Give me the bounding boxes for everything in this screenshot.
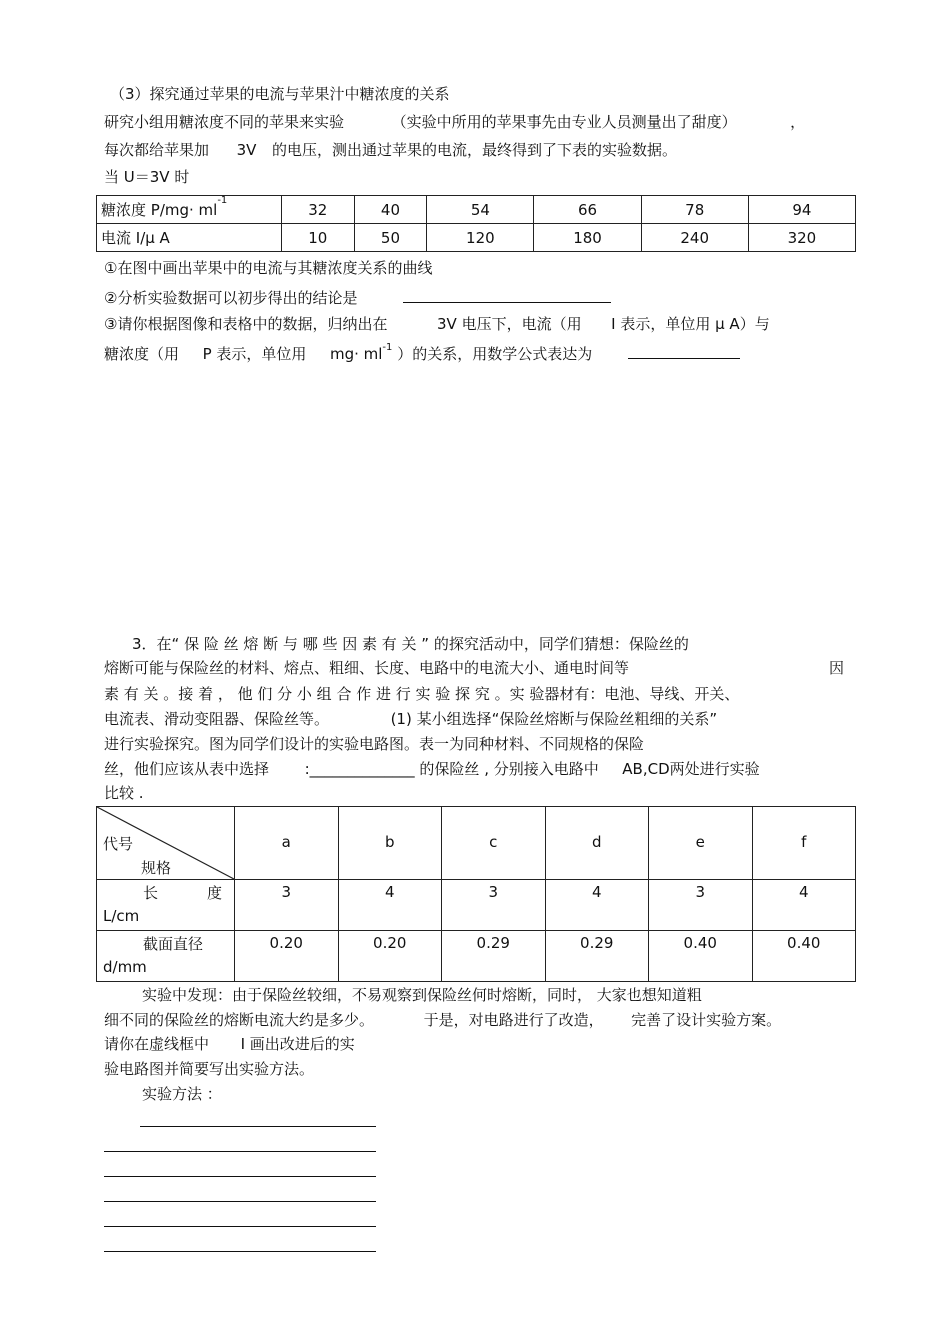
intro-2c: 的电压，测出通过苹果的电流，最终得到了下表的实验数据。 (271, 141, 677, 159)
question-1: ①在图中画出苹果中的电流与其糖浓度关系的曲线 (104, 259, 433, 277)
section-4-line-4 (104, 709, 717, 729)
corner-bottom-label: 规格 (141, 859, 172, 877)
table-cell: 0.40 (649, 931, 753, 982)
p2a: 细不同的保险丝的熔断电流大约是多少。 (104, 1011, 375, 1029)
q3d: 糖浓度（用 (104, 345, 180, 363)
l2a: 熔断可能与保险丝的材料、熔点、粗细、长度、电路中的电流大小、通电时间等 (104, 659, 630, 677)
table-row (97, 196, 856, 224)
fuse-spec-table (96, 806, 856, 982)
q3f: mg· ml (329, 345, 383, 363)
code-cell: c (442, 807, 546, 880)
table-cell: 0.29 (545, 931, 649, 982)
corner-top-label: 代号 (103, 835, 134, 853)
table-cell: 3 (235, 880, 339, 931)
code-cell: e (649, 807, 753, 880)
table-cell: 54 (427, 196, 534, 224)
intro-2a: 每次都给苹果加 (104, 141, 210, 159)
table-cell: 10 (282, 224, 355, 252)
q3e: P 表示，单位用 (202, 345, 307, 363)
l6c: 的保险丝 , 分别接入电路中 (419, 760, 599, 778)
method-answer-line[interactable] (104, 1151, 376, 1152)
method-answer-line[interactable] (104, 1201, 376, 1202)
section-3-heading: （3）探究通过苹果的电流与苹果汁中糖浓度的关系 (110, 85, 450, 103)
section-4-line-3: 素 有 关 。接 着 ， 他 们 分 小 组 合 作 进 行 实 验 探 究 。实 验器材有：电池、导线、开关、 (104, 685, 740, 703)
section-4-line-1: 3．在“ 保 险 丝 熔 断 与 哪 些 因 素 有 关 ” 的探究活动中，同学们猜想：保险丝的 (132, 635, 689, 653)
table-row (97, 224, 856, 252)
section-4-line-5: 进行实验探究。图为同学们设计的实验电路图。表一为同种材料、不同规格的保险 (104, 735, 645, 753)
table-cell: 320 (748, 224, 855, 252)
p3a: 请你在虚线框中 (104, 1035, 210, 1053)
intro-1b: （实验中所用的苹果事先由专业人员测量出了甜度） (391, 113, 737, 131)
answer-blank-conclusion[interactable] (403, 286, 611, 303)
l2b: 因 (828, 659, 844, 677)
intro-2b: 3V (236, 141, 257, 159)
code-cell: b (338, 807, 442, 880)
code-cell: a (235, 807, 339, 880)
method-label: 实验方法 ： (142, 1085, 222, 1103)
l6d: AB,CD两处进行实验 (622, 760, 760, 778)
p3b: I 画出改进后的实 (240, 1035, 355, 1053)
l4b: (1) 某小组选择“保险丝熔断与保险丝粗细的关系” (390, 710, 718, 728)
q3b: 3V 电压下，电流（用 (437, 315, 582, 333)
section-4-line-2 (104, 658, 844, 678)
question-3-line-1 (104, 314, 770, 334)
table-cell: 3 (442, 880, 546, 931)
intro-line-1 (104, 112, 805, 132)
sugar-current-table (96, 195, 856, 252)
table-cell: 78 (641, 196, 748, 224)
code-cell: d (545, 807, 649, 880)
table-cell: 0.20 (338, 931, 442, 982)
table-cell: 94 (748, 196, 855, 224)
table-cell: 120 (427, 224, 534, 252)
table-row (97, 880, 856, 931)
table-cell: 4 (338, 880, 442, 931)
table-cell: 3 (649, 880, 753, 931)
discovery-line-1: 实验中发现：由于保险丝较细，不易观察到保险丝何时熔断，同时， 大家也想知道粗 (142, 986, 702, 1004)
table-cell: 66 (534, 196, 641, 224)
method-answer-line[interactable] (104, 1176, 376, 1177)
table-cell: 0.29 (442, 931, 546, 982)
table-cell: 180 (534, 224, 641, 252)
q3a: ③请你根据图像和表格中的数据，归纳出在 (104, 315, 388, 333)
table-cell: 240 (641, 224, 748, 252)
p2c: 完善了设计实验方案。 (631, 1011, 782, 1029)
question-2-text: ②分析实验数据可以初步得出的结论是 (104, 289, 358, 307)
diagonal-header-cell (97, 807, 235, 880)
diameter-label-cell: 截面直径 d/mm (97, 931, 235, 982)
l4a: 电流表、滑动变阻器、保险丝等。 (104, 710, 330, 728)
intro-1c: ， (790, 113, 806, 131)
discovery-line-3 (104, 1034, 355, 1054)
section-4-line-6 (104, 759, 760, 779)
p2b: 于是，对电路进行了改造， (423, 1011, 604, 1029)
table-row (97, 807, 856, 880)
table-cell: 0.40 (752, 931, 856, 982)
condition-text: 当 U＝3V 时 (104, 168, 190, 186)
table-cell: 50 (354, 224, 427, 252)
question-2 (104, 286, 611, 308)
intro-1a: 研究小组用糖浓度不同的苹果来实验 (104, 113, 345, 131)
discovery-line-4: 验电路图并简要写出实验方法。 (104, 1060, 315, 1078)
length-label-cell: 长 度 L/cm (97, 880, 235, 931)
method-answer-line[interactable] (140, 1126, 376, 1127)
row-label-concentration: 糖浓度 $P/mg\cdot ml^{-1}$ (97, 196, 282, 224)
table-cell: 40 (354, 196, 427, 224)
table-row (97, 931, 856, 982)
row-label-current: 电流 I/μ A (97, 224, 282, 252)
l6a: 丝，他们应该从表中选择 (104, 760, 270, 778)
code-cell: f (752, 807, 856, 880)
table-cell: 4 (545, 880, 649, 931)
answer-blank-choice[interactable]: :______________ (304, 760, 415, 778)
discovery-line-2 (104, 1010, 781, 1030)
table-cell: 32 (282, 196, 355, 224)
table-cell: 4 (752, 880, 856, 931)
question-3-line-2: 糖浓度（用 P 表示，单位用 $mg\cdot ml^{-1}$ ）的关系，用数学公式表达为 (104, 342, 740, 364)
method-answer-line[interactable] (104, 1226, 376, 1227)
section-4-line-7: 比较 . (104, 784, 144, 802)
method-answer-line[interactable] (104, 1251, 376, 1252)
answer-blank-formula[interactable] (628, 342, 740, 359)
q3g: ）的关系，用数学公式表达为 (397, 345, 593, 363)
intro-line-2 (104, 140, 677, 160)
table-cell: 0.20 (235, 931, 339, 982)
q3c: I 表示，单位用 μ A）与 (611, 315, 770, 333)
